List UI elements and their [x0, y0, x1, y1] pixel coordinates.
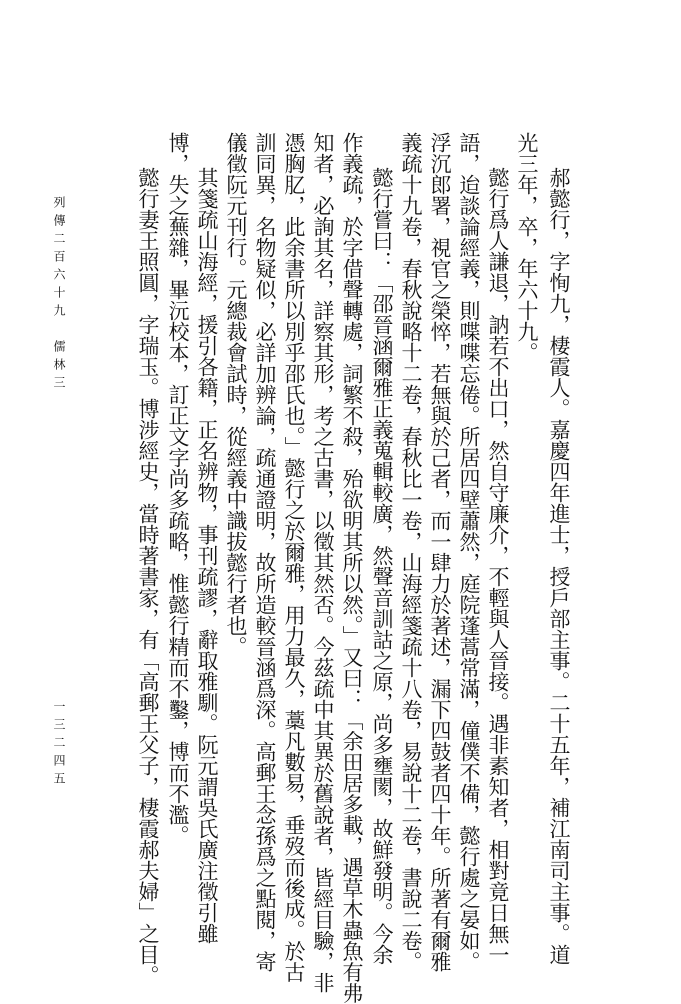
page-number: 一三二四五	[52, 700, 66, 790]
text-column-13: 其箋疏山海經，援引各籍，正名辨物，事刊疏謬，辭取雅馴。阮元謂吳氏廣注徵引雖	[195, 167, 219, 944]
text-column-12: 儀徵阮元刊行。元總裁會試時，從經義中識拔懿行者也。	[224, 132, 248, 657]
text-column-7: 懿行嘗曰：「邵晉涵爾雅正義蒐輯較廣，然聲音訓詁之原，尚多壅閡，故鮮發明。今余	[370, 167, 394, 965]
text-column-11: 訓同異，名物疑似，必詳加辨論，疏通證明，故所造較晉涵爲深。高郵王念孫爲之點閱，寄	[253, 132, 277, 972]
text-column-1: 郝懿行，字恂九，棲霞人。嘉慶四年進士，授戶部主事。二十五年，補江南司主事。道	[547, 167, 571, 965]
text-column-10: 憑胸肊，此余書所以別乎邵氏也。」懿行之於爾雅，用力最久，藁凡數易，垂歿而後成。於古	[282, 132, 306, 983]
text-column-6: 義疏十九卷，春秋說略十二卷，春秋比一卷，山海經箋疏十八卷，易說十二卷，書說二卷。	[399, 132, 423, 972]
text-column-4: 語，迨談論經義，則喋喋忘倦。所居四壁蕭然，庭院蓬蒿常滿，僮僕不備，懿行處之晏如。	[457, 132, 481, 972]
text-column-14: 博，失之蕪雜，畢沅校本，訂正文字尚多疏略，惟懿行精而不鑿，博而不濫。	[166, 132, 190, 846]
text-column-2: 光三年，卒，年六十九。	[515, 132, 539, 363]
text-column-8: 作義疏，於字借聲轉處，詞繁不殺，殆欲明其所以然。」又曰：「余田居多載，遇草木蟲魚有弗	[340, 132, 364, 1004]
text-column-3: 懿行爲人謙退，訥若不出口，然自守廉介，不輕與人晉接。遇非素知者，相對竟日無一	[486, 167, 510, 965]
chapter-title: 列傳二百六十九 儒林三	[52, 196, 66, 394]
text-column-15: 懿行妻王照圓，字瑞玉。博涉經史，當時著書家，有「高郵王父子，棲霞郝夫婦」之目。	[136, 167, 160, 986]
text-column-5: 浮沉郎署，視官之榮悴，若無與於己者，而一肆力於著述，漏下四鼓者四十年。所著有爾雅	[428, 132, 452, 972]
text-column-9: 知者，必詢其名，詳察其形，考之古書，以徵其然否。今茲疏中其異於舊說者，皆經目驗，非	[311, 132, 335, 993]
